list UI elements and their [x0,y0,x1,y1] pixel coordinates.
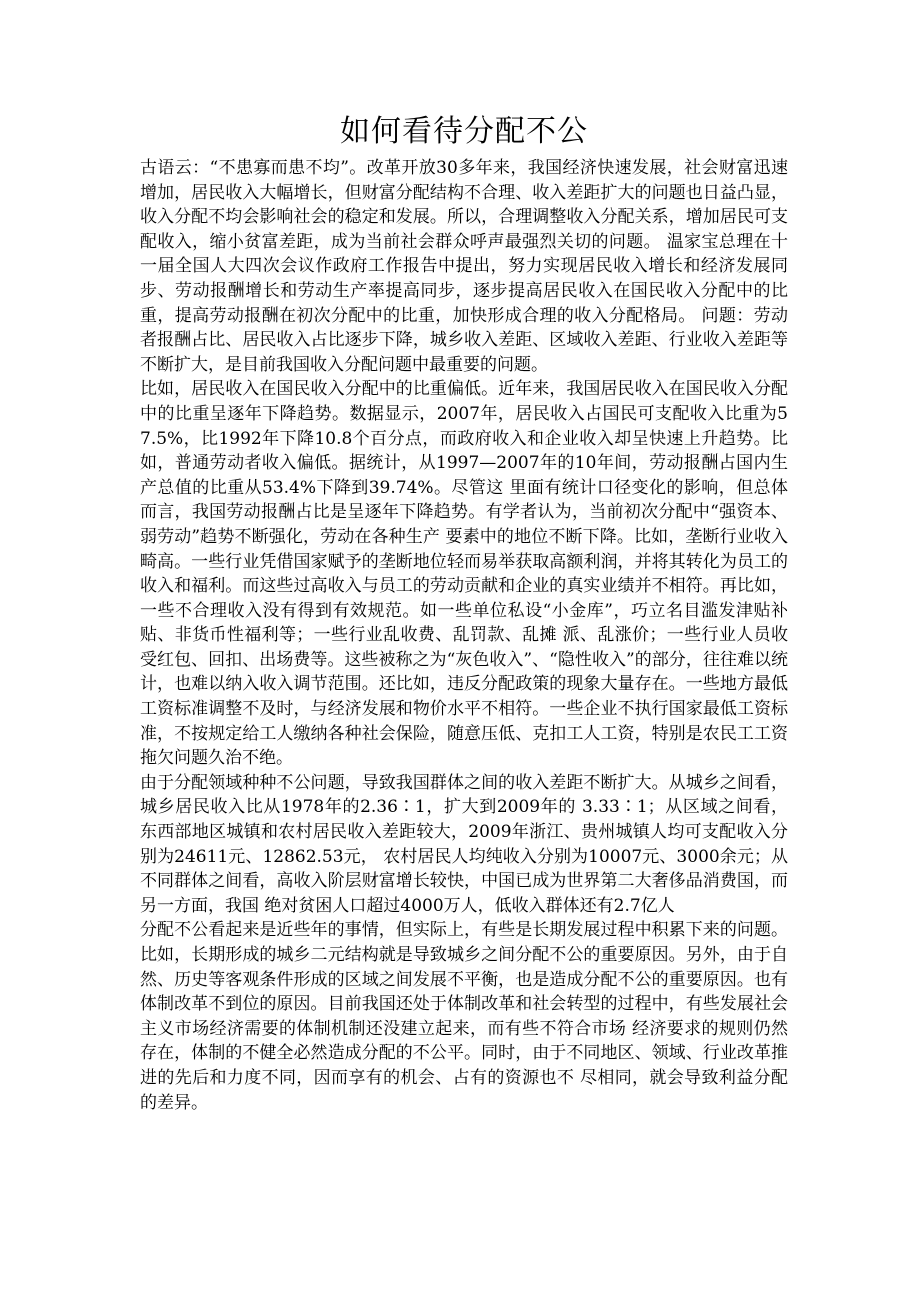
document-page [140,112,788,1115]
page-title: 如何看待分配不公 [340,114,588,149]
paragraph-income-gap: 由于分配领域种种不公问题，导致我国群体之间的收入差距不断扩大。从城乡之间看，城乡居民收入比从1978年的2.36∶1，扩大到2009年的 3.33∶1；从区域之间看，东西部地区城镇和农村居民收入差距较大，2009年浙江、贵州城镇人均可支配收入分别为24611元、12862.53元， 农村居民人均纯收入分别为10007元、3000余元；从不同群体之间看，高收入阶层财富增长较快，中国已成为世界第二大奢侈品消费国，而另一方面，我国 绝对贫困人口超过4000万人，低收入群体还有2.7亿人 [140,772,788,916]
paragraph-intro: 古语云：“不患寡而患不均”。改革开放30多年来，我国经济快速发展，社会财富迅速增加，居民收入大幅增长，但财富分配结构不合理、收入差距扩大的问题也日益凸显，收入分配不均会影响社会的稳定和发展。所以，合理调整收入分配关系，增加居民可支配收入，缩小贫富差距，成为当前社会群众呼声最强烈关切的问题。 温家宝总理在十一届全国人大四次会议作政府工作报告中提出，努力实现居民收入增长和经济发展同步、劳动报酬增长和劳动生产率提高同步，逐步提高居民收入在国民收入分配中的比重，提高劳动报酬在初次分配中的比重，加快形成合理的收入分配格局。 问题：劳动者报酬占比、居民收入占比逐步下降，城乡收入差距、区域收入差距、行业收入差距等不断扩大，是目前我国收入分配问题中最重要的问题。 [140,158,788,375]
paragraph-causes: 分配不公看起来是近些年的事情，但实际上，有些是长期发展过程中积累下来的问题。比如，长期形成的城乡二元结构就是导致城乡之间分配不公的重要原因。另外，由于自然、历史等客观条件形成的区域之间发展不平衡，也是造成分配不公的重要原因。也有体制改革不到位的原因。目前我国还处于体制改革和社会转型的过程中，有些发展社会主义市场经济需要的体制机制还没建立起来，而有些不符合市场 经济要求的规则仍然存在，体制的不健全必然造成分配的不公平。同时，由于不同地区、领域、行业改革推进的先后和力度不同，因而享有的机会、占有的资源也不 尽相同，就会导致利益分配的差异。 [140,920,788,1113]
paragraph-examples: 比如，居民收入在国民收入分配中的比重偏低。近年来，我国居民收入在国民收入分配中的比重呈逐年下降趋势。数据显示，2007年，居民收入占国民可支配收入比重为57.5%，比1992年下降10.8个百分点，而政府收入和企业收入却呈快速上升趋势。比如，普通劳动者收入偏低。据统计，从1997—2007年的10年间，劳动报酬占国内生产总值的比重从53.4%下降到39.74%。尽管这 里面有统计口径变化的影响，但总体而言，我国劳动报酬占比是呈逐年下降趋势。有学者认为，当前初次分配中“强资本、弱劳动”趋势不断强化，劳动在各种生产 要素中的地位不断下降。比如，垄断行业收入畸高。一些行业凭借国家赋予的垄断地位轻而易举获取高额利润，并将其转化为员工的收入和福利。而这些过高收入与员工的劳动贡献和企业的真实业绩并不相符。再比如，一些不合理收入没有得到有效规范。如一些单位私设“小金库”，巧立名目滥发津贴补贴、非货币性福利等；一些行业乱收费、乱罚款、乱摊 派、乱涨价；一些行业人员收受红包、回扣、出场费等。这些被称之为“灰色收入”、“隐性收入”的部分，往往难以统计，也难以纳入收入调节范围。还比如，违反分配政策的现象大量存在。一些地方最低工资标准调整不及时，与经济发展和物价水平不相符。一些企业不执行国家最低工资标准，不按规定给工人缴纳各种社会保险，随意压低、克扣工人工资，特别是农民工工资拖欠问题久治不绝。 [140,379,788,769]
